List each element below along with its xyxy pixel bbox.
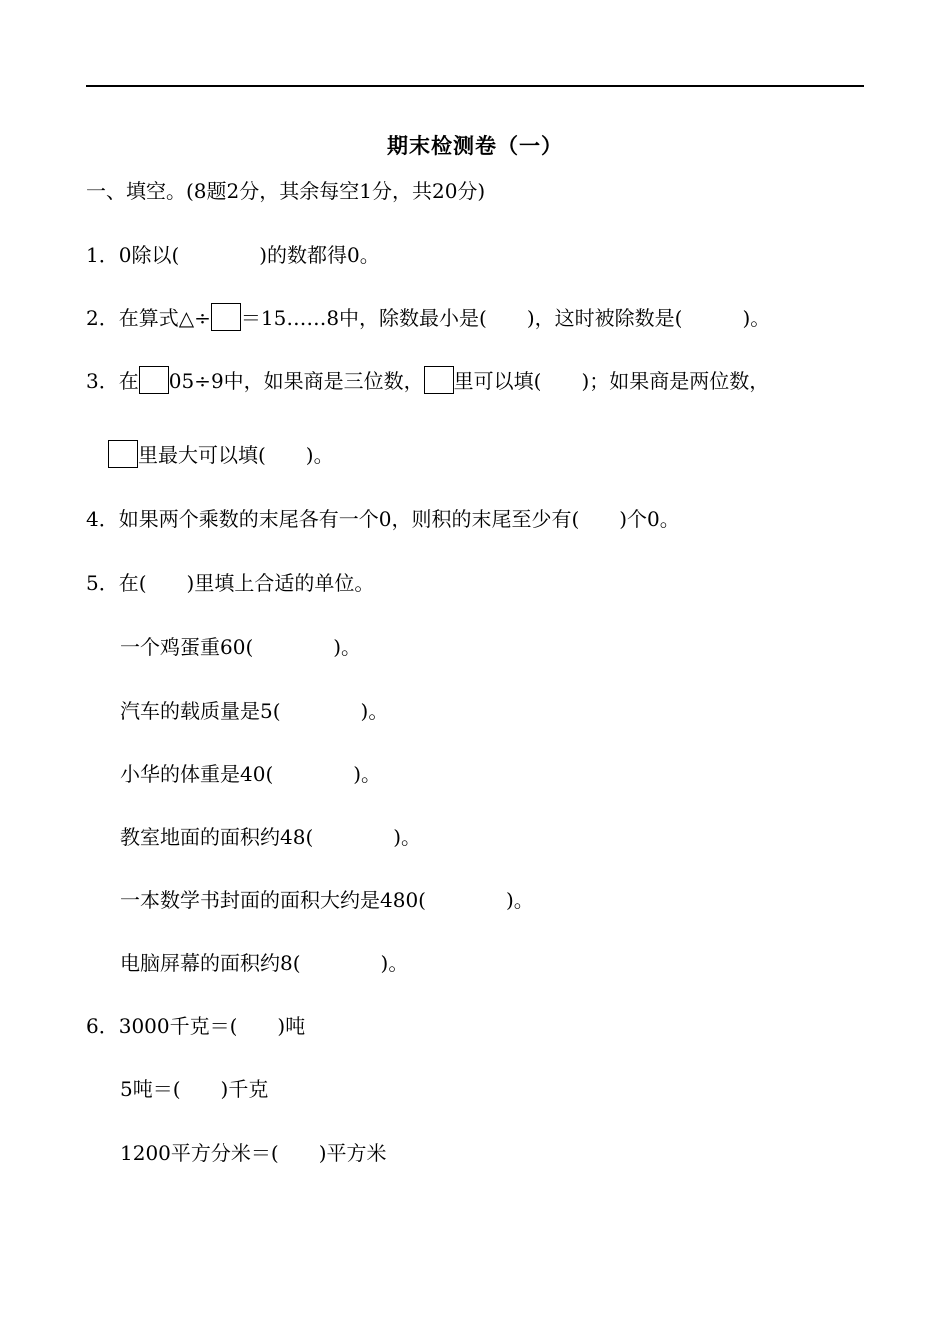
question-3 bbox=[86, 366, 769, 394]
question-2 bbox=[86, 303, 770, 331]
question-3-part-d: 里最大可以填( )。 bbox=[138, 443, 334, 467]
question-3-part-a: 3．在 bbox=[86, 369, 139, 393]
answer-box[interactable] bbox=[139, 366, 169, 394]
question-6-stem: 6．3000千克＝( )吨 bbox=[86, 1014, 306, 1038]
header-rule bbox=[86, 85, 864, 87]
answer-box[interactable] bbox=[424, 366, 454, 394]
question-5-item: 教室地面的面积约48( )。 bbox=[120, 825, 422, 849]
question-3-continued bbox=[108, 440, 334, 468]
question-3-part-c: 里可以填( )；如果商是两位数， bbox=[453, 369, 770, 393]
question-5-item: 汽车的载质量是5( )。 bbox=[120, 699, 389, 723]
question-5-stem: 5．在( )里填上合适的单位。 bbox=[86, 571, 375, 595]
question-5-item: 电脑屏幕的面积约8( )。 bbox=[120, 951, 409, 975]
section-heading: 一、填空。(8题2分，其余每空1分，共20分) bbox=[86, 179, 486, 203]
question-6-item: 1200平方分米＝( )平方米 bbox=[120, 1141, 387, 1165]
question-2-part-b: ＝15……8中，除数最小是( )，这时被除数是( )。 bbox=[240, 306, 771, 330]
question-6-item: 5吨＝( )千克 bbox=[120, 1077, 269, 1101]
question-2-part-a: 2．在算式△÷ bbox=[86, 306, 211, 330]
answer-box[interactable] bbox=[108, 440, 138, 468]
question-5-item: 一本数学书封面的面积大约是480( )。 bbox=[120, 888, 534, 912]
question-3-part-b: 05÷9中，如果商是三位数， bbox=[168, 369, 424, 393]
answer-box[interactable] bbox=[211, 303, 241, 331]
question-1: 1．0除以( )的数都得0。 bbox=[86, 243, 380, 267]
question-4: 4．如果两个乘数的末尾各有一个0，则积的末尾至少有( )个0。 bbox=[86, 507, 680, 531]
question-5-item: 一个鸡蛋重60( )。 bbox=[120, 635, 362, 659]
question-5-item: 小华的体重是40( )。 bbox=[120, 762, 382, 786]
page-title: 期末检测卷（一） bbox=[387, 134, 563, 158]
